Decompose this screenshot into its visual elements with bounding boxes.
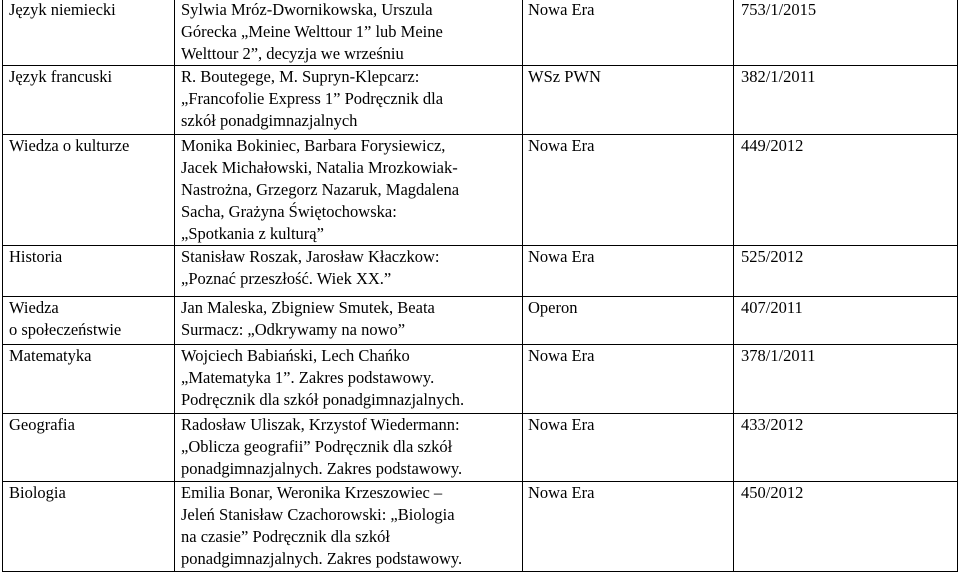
approval-number-cell: 449/2012 bbox=[734, 135, 958, 246]
subject-line: Biologia bbox=[9, 483, 66, 502]
table-row bbox=[3, 66, 958, 135]
book-line: Welttour 2”, decyzja we wrześniu bbox=[181, 44, 404, 63]
publisher-cell: WSz PWN bbox=[523, 66, 734, 135]
subject-cell bbox=[3, 0, 175, 66]
subject-cell bbox=[3, 135, 175, 246]
book-line: na czasie” Podręcznik dla szkół bbox=[181, 527, 390, 546]
book-line: ponadgimnazjalnych. Zakres podstawowy. bbox=[181, 459, 463, 478]
book-line: Nastrożna, Grzegorz Nazaruk, Magdalena bbox=[181, 180, 460, 199]
book-line: R. Boutegege, M. Supryn-Klepcarz: bbox=[181, 67, 420, 86]
book-line: Sacha, Grażyna Świętochowska: bbox=[181, 202, 397, 221]
book-line: szkół ponadgimnazjalnych bbox=[181, 111, 358, 130]
subject-cell bbox=[3, 414, 175, 482]
book-cell bbox=[175, 345, 523, 414]
textbook-table bbox=[2, 0, 958, 572]
table-row bbox=[3, 0, 958, 66]
book-line: Górecka „Meine Welttour 1” lub Meine bbox=[181, 22, 443, 41]
publisher-cell: Nowa Era bbox=[523, 246, 734, 297]
book-line: ponadgimnazjalnych. Zakres podstawowy. bbox=[181, 549, 463, 568]
book-cell bbox=[175, 482, 523, 572]
book-line: Radosław Uliszak, Krzystof Wiedermann: bbox=[181, 415, 460, 434]
book-cell bbox=[175, 414, 523, 482]
publisher-cell: Nowa Era bbox=[523, 345, 734, 414]
subject-cell bbox=[3, 345, 175, 414]
subject-line: Wiedza bbox=[9, 298, 59, 317]
book-line: Stanisław Roszak, Jarosław Kłaczkow: bbox=[181, 247, 440, 266]
book-line: Emilia Bonar, Weronika Krzeszowiec – bbox=[181, 483, 443, 502]
subject-line: Język francuski bbox=[9, 67, 113, 86]
book-line: „Spotkania z kulturą” bbox=[181, 224, 324, 243]
approval-number-cell: 382/1/2011 bbox=[734, 66, 958, 135]
book-line: „Oblicza geografii” Podręcznik dla szkół bbox=[181, 437, 453, 456]
table-row bbox=[3, 482, 958, 572]
book-line: Sylwia Mróz-Dwornikowska, Urszula bbox=[181, 0, 433, 19]
approval-number-cell: 753/1/2015 bbox=[734, 0, 958, 66]
book-line: Monika Bokiniec, Barbara Forysiewicz, bbox=[181, 136, 446, 155]
table-row bbox=[3, 135, 958, 246]
table-row bbox=[3, 414, 958, 482]
subject-cell bbox=[3, 246, 175, 297]
book-line: Podręcznik dla szkół ponadgimnazjalnych. bbox=[181, 390, 465, 409]
subject-cell bbox=[3, 66, 175, 135]
subject-line: Język niemiecki bbox=[9, 0, 116, 19]
book-line: „Poznać przeszłość. Wiek XX.” bbox=[181, 269, 392, 288]
approval-number-cell: 450/2012 bbox=[734, 482, 958, 572]
book-line: Surmacz: „Odkrywamy na nowo” bbox=[181, 320, 406, 339]
subject-line: Geografia bbox=[9, 415, 75, 434]
book-line: „Francofolie Express 1” Podręcznik dla bbox=[181, 89, 444, 108]
approval-number-cell: 433/2012 bbox=[734, 414, 958, 482]
subject-line: Historia bbox=[9, 247, 63, 266]
table-row bbox=[3, 345, 958, 414]
textbook-table-body bbox=[3, 0, 958, 572]
book-line: „Matematyka 1”. Zakres podstawowy. bbox=[181, 368, 435, 387]
publisher-cell: Nowa Era bbox=[523, 482, 734, 572]
publisher-cell: Nowa Era bbox=[523, 135, 734, 246]
publisher-cell: Nowa Era bbox=[523, 414, 734, 482]
book-line: Jacek Michałowski, Natalia Mrozkowiak- bbox=[181, 158, 458, 177]
subject-cell bbox=[3, 297, 175, 345]
subject-line: Wiedza o kulturze bbox=[9, 136, 130, 155]
subject-cell bbox=[3, 482, 175, 572]
approval-number-cell: 525/2012 bbox=[734, 246, 958, 297]
table-row bbox=[3, 297, 958, 345]
book-cell bbox=[175, 0, 523, 66]
subject-line: o społeczeństwie bbox=[9, 320, 122, 339]
publisher-cell: Nowa Era bbox=[523, 0, 734, 66]
book-line: Jeleń Stanisław Czachorowski: „Biologia bbox=[181, 505, 455, 524]
subject-line: Matematyka bbox=[9, 346, 92, 365]
approval-number-cell: 378/1/2011 bbox=[734, 345, 958, 414]
approval-number-cell: 407/2011 bbox=[734, 297, 958, 345]
publisher-cell: Operon bbox=[523, 297, 734, 345]
book-line: Jan Maleska, Zbigniew Smutek, Beata bbox=[181, 298, 435, 317]
book-cell bbox=[175, 297, 523, 345]
table-row bbox=[3, 246, 958, 297]
book-line: Wojciech Babiański, Lech Chańko bbox=[181, 346, 410, 365]
book-cell bbox=[175, 135, 523, 246]
book-cell bbox=[175, 66, 523, 135]
book-cell bbox=[175, 246, 523, 297]
